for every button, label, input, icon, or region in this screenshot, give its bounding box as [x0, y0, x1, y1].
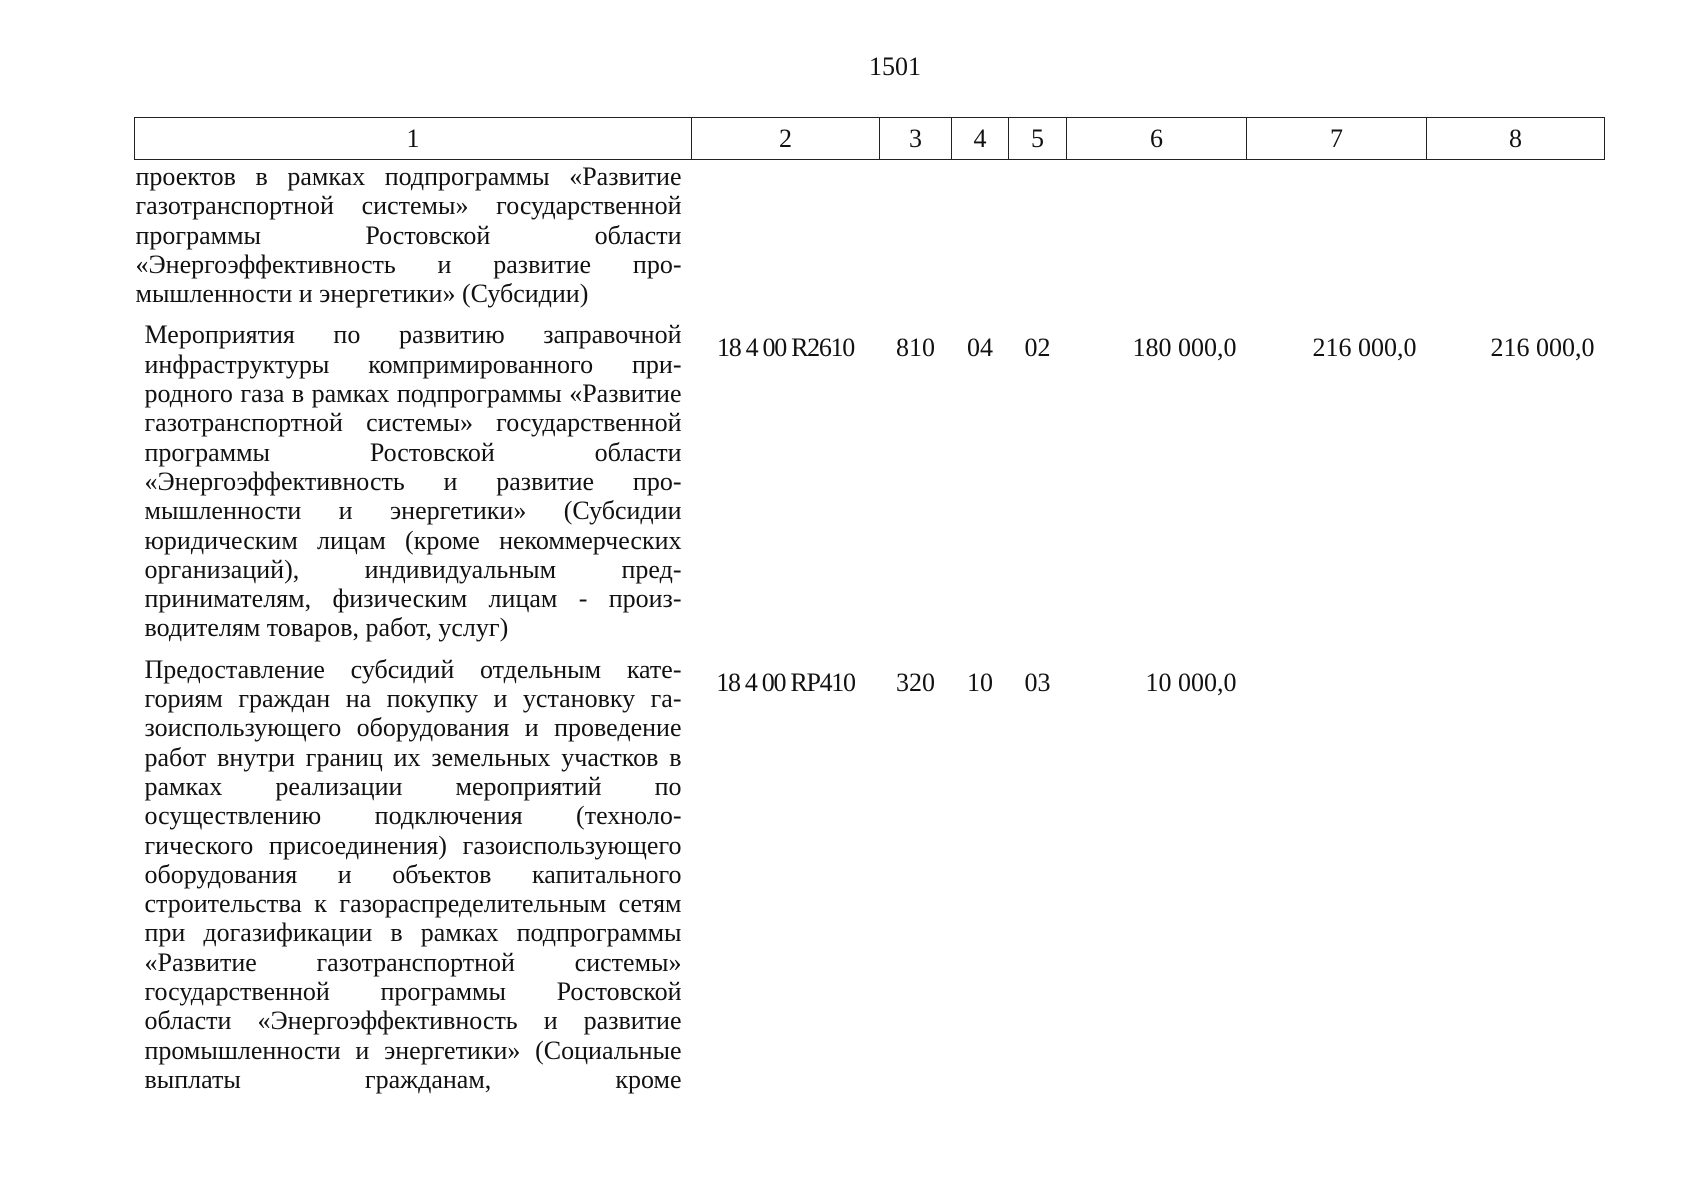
row-col-8: [1427, 655, 1605, 1106]
row-description: проектов в рамках подпрограммы «Развитие газотранспортной системы» государственной программы Ростовской области «Энергоэффективность и развитие промышленности и энергетики» (Субсидии): [135, 162, 682, 309]
row-col-7: [1247, 655, 1427, 1106]
table-body: [135, 160, 1605, 1107]
row-col-3: 810: [896, 333, 935, 363]
header-col-8: 8: [1427, 118, 1605, 160]
header-col-4: 4: [952, 118, 1009, 160]
header-col-7: 7: [1247, 118, 1427, 160]
header-col-6: 6: [1067, 118, 1247, 160]
row-col-5: [1009, 160, 1067, 321]
row-col-6: [1067, 160, 1247, 321]
row-code: 18 4 00 RP410: [716, 667, 855, 697]
row-col-8: 216 000,0: [1490, 333, 1595, 363]
row-description: Предоставление субсидий отдельным категориям граждан на покупку и установку газоиспользующего оборудования и проведение работ внутри границ их земельных участков в рамках реализации мероприятий по осуществлению подключения (технологического присоединения) газоиспользующего оборудования и объектов капитального строительства к газораспределительным сетям при догазификации в рамках подпрограммы «Развитие газотранспортной системы» государственной программы Ростовской области «Энергоэффективность и развитие промышленности и энергетики» (Социальные выплаты гражданам, кроме: [144, 654, 682, 1094]
budget-table: [134, 117, 1605, 1106]
header-col-1: 1: [135, 118, 692, 160]
row-col-3: 320: [896, 667, 935, 697]
table-header: [135, 118, 1605, 160]
row-col-4: 10: [967, 667, 993, 697]
page-number: 1501: [869, 52, 921, 81]
row-col-6: 180 000,0: [1132, 333, 1237, 363]
header-col-2: 2: [692, 118, 880, 160]
header-row: [135, 118, 1605, 160]
table-row: [135, 160, 1605, 321]
row-col-5: 03: [1024, 667, 1051, 697]
row-col-5: 02: [1024, 333, 1051, 363]
row-code: 18 4 00 R2610: [717, 333, 854, 363]
row-col-8: [1427, 160, 1605, 321]
row-col-6: 10 000,0: [1145, 667, 1237, 697]
table-row: [135, 320, 1605, 654]
row-col-3: [880, 160, 952, 321]
row-col-7: 216 000,0: [1312, 333, 1417, 363]
row-code: [692, 160, 880, 321]
row-col-7: [1247, 160, 1427, 321]
header-col-5: 5: [1009, 118, 1067, 160]
table-row: [135, 655, 1605, 1106]
row-description: Мероприятия по развитию заправочной инфраструктуры компримированного природного газа в рамках подпрограммы «Развитие газотранспортной системы» государственной программы Ростовской области «Энергоэффективность и развитие промышленности и энергетики» (Субсидии юридическим лицам (кроме некоммерческих организаций), индивидуальным предпринимателям, физическим лицам - производителям товаров, работ, услуг): [144, 320, 682, 643]
row-col-4: [952, 160, 1009, 321]
header-col-3: 3: [880, 118, 952, 160]
row-col-4: 04: [967, 333, 993, 363]
